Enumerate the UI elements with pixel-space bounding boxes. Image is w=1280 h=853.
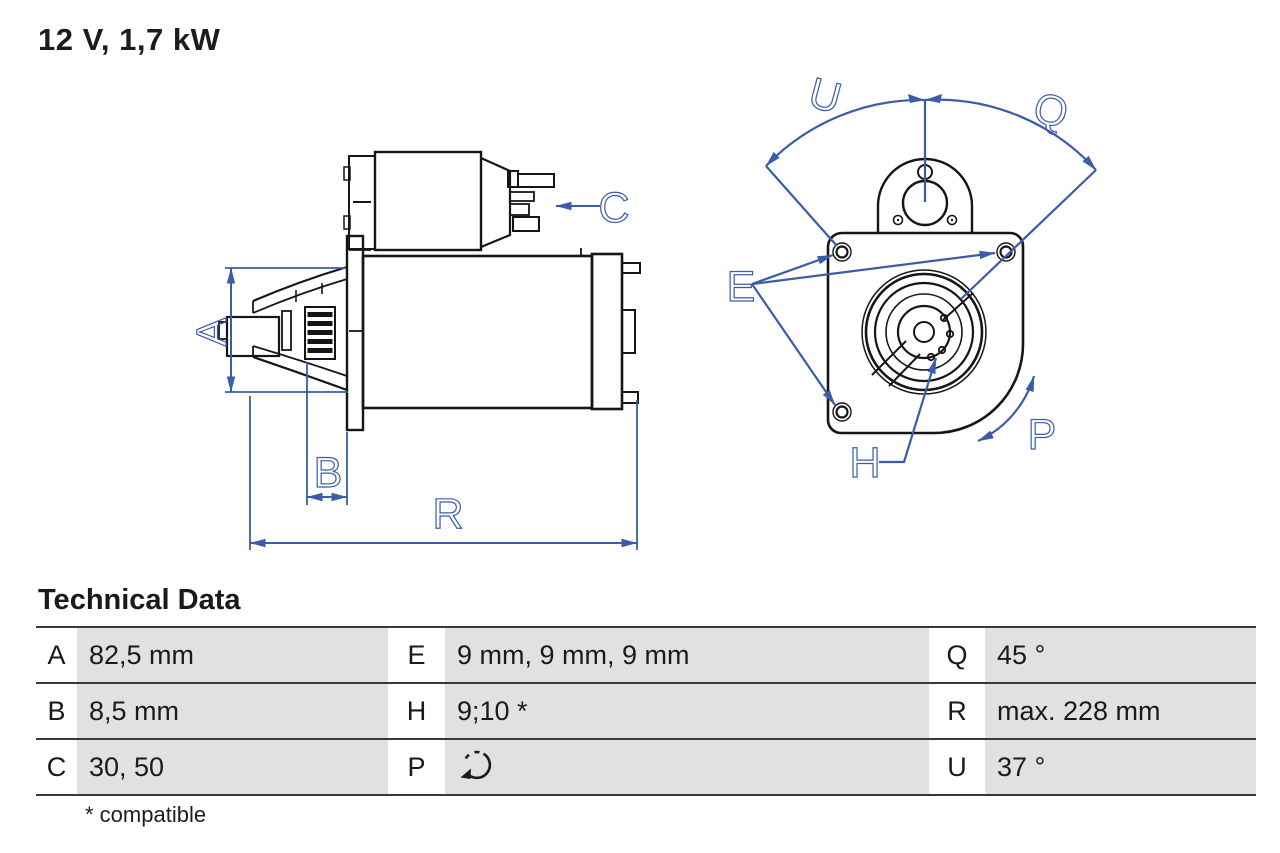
front-view-dimensions xyxy=(727,69,1096,487)
dim-key-cell: U xyxy=(929,740,985,794)
dim-value-cell xyxy=(445,740,929,794)
dim-value-cell: 9 mm, 9 mm, 9 mm xyxy=(445,628,929,682)
dim-value-cell: 8,5 mm xyxy=(77,684,388,738)
dim-label-r: R xyxy=(432,490,464,538)
dim-label-u: U xyxy=(803,68,847,124)
dim-key-cell: B xyxy=(36,684,77,738)
dim-value-cell: 30, 50 xyxy=(77,740,388,794)
dim-value-cell: max. 228 mm xyxy=(985,684,1256,738)
dim-label-q: Q xyxy=(1028,83,1074,139)
technical-data-section xyxy=(36,584,1256,828)
dim-key-cell: Q xyxy=(929,628,985,682)
dim-key-cell: H xyxy=(388,684,445,738)
pinion-teeth xyxy=(308,312,333,353)
dim-label-h: H xyxy=(849,439,881,487)
technical-data-table xyxy=(36,626,1256,796)
dim-key-cell: C xyxy=(36,740,77,794)
dim-value-cell: 82,5 mm xyxy=(77,628,388,682)
dim-key-cell: A xyxy=(36,628,77,682)
side-view-dimensions xyxy=(188,184,637,550)
side-view-outline xyxy=(219,152,640,430)
dim-key-cell: E xyxy=(388,628,445,682)
table-row xyxy=(36,738,1256,794)
dim-key-cell: P xyxy=(388,740,445,794)
page-title: 12 V, 1,7 kW xyxy=(38,22,221,57)
dim-label-a: A xyxy=(188,317,236,347)
dim-label-c: C xyxy=(598,184,630,232)
dim-key-cell: R xyxy=(929,684,985,738)
dim-label-e: E xyxy=(726,263,756,311)
table-footnote: * compatible xyxy=(85,802,207,827)
table-row xyxy=(36,626,1256,682)
table-row xyxy=(36,682,1256,738)
dim-value-cell: 9;10 * xyxy=(445,684,929,738)
dim-value-cell: 37 ° xyxy=(985,740,1256,794)
dim-label-b: B xyxy=(313,449,343,497)
rotation-direction-icon xyxy=(457,748,497,786)
technical-data-heading: Technical Data xyxy=(38,584,241,616)
dim-label-p: P xyxy=(1027,411,1057,459)
dim-value-cell: 45 ° xyxy=(985,628,1256,682)
